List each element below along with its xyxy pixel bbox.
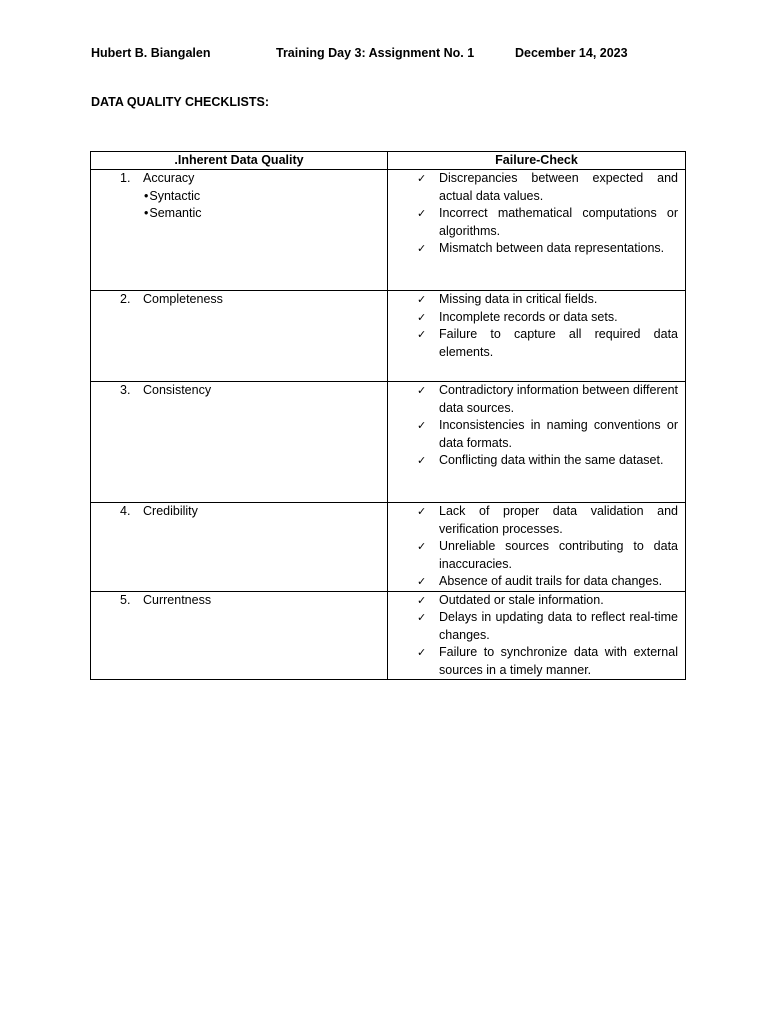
failure-check-cell (388, 291, 686, 382)
sub-item-label: Semantic (149, 206, 202, 220)
check-text: Outdated or stale information. (439, 592, 604, 607)
check-text: Incomplete records or data sets. (439, 309, 618, 324)
quality-cell (91, 503, 388, 592)
sub-item-label: Syntactic (149, 188, 201, 203)
quality-cell (91, 291, 388, 382)
check-list (388, 382, 685, 470)
check-text: Discrepancies between expected and actual data values. (439, 171, 678, 203)
failure-check-cell (388, 170, 686, 291)
list-item (417, 609, 678, 644)
checkmark-icon: ✓ (417, 419, 427, 432)
checkmark-icon: ✓ (417, 293, 427, 306)
table-row (91, 170, 686, 291)
bullet-icon: • (144, 188, 149, 203)
check-text: Failure to capture all required data elements. (439, 327, 678, 359)
list-item (417, 291, 678, 309)
bullet-icon: • (144, 206, 149, 220)
failure-check-cell (388, 382, 686, 503)
list-item (417, 503, 678, 538)
check-text: Contradictory information between different data sources. (439, 383, 678, 415)
check-text: Delays in updating data to reflect real-time changes. (439, 610, 678, 642)
list-item (417, 644, 678, 679)
list-item (417, 170, 678, 205)
quality-cell (91, 170, 388, 291)
checkmark-icon: ✓ (417, 611, 427, 624)
quality-name: Consistency (143, 383, 212, 397)
list-item (417, 240, 678, 258)
checkmark-icon: ✓ (417, 646, 427, 659)
list-item (417, 452, 678, 470)
list-item (417, 309, 678, 327)
checkmark-icon: ✓ (417, 172, 427, 185)
check-list (388, 170, 685, 258)
checkmark-icon: ✓ (417, 454, 427, 467)
checkmark-icon: ✓ (417, 540, 427, 553)
failure-check-cell (388, 591, 686, 680)
row-number: 3. (120, 383, 131, 397)
checkmark-icon: ✓ (417, 575, 427, 588)
checkmark-icon: ✓ (417, 328, 427, 341)
quality-name: Currentness (143, 592, 212, 607)
checkmark-icon: ✓ (417, 384, 427, 397)
quality-name: Completeness (143, 292, 223, 306)
list-item (417, 538, 678, 573)
document-header (91, 46, 691, 64)
list-item (417, 382, 678, 417)
table-row (91, 591, 686, 680)
check-text: Missing data in critical fields. (439, 292, 598, 306)
sub-item (144, 188, 200, 206)
table-row (91, 291, 686, 382)
list-item (417, 417, 678, 452)
check-text: Mismatch between data representations. (439, 241, 665, 255)
quality-cell (91, 382, 388, 503)
check-list (388, 291, 685, 361)
check-text: Failure to synchronize data with external sources in a timely manner. (439, 645, 678, 677)
check-list (388, 503, 685, 591)
page-title: DATA QUALITY CHECKLISTS: (91, 95, 270, 109)
quality-cell (91, 591, 388, 680)
sub-item (144, 205, 202, 223)
table-row (91, 382, 686, 503)
quality-name: Credibility (143, 504, 198, 518)
row-number: 5. (120, 592, 131, 607)
table-row (91, 503, 686, 592)
checkmark-icon: ✓ (417, 310, 427, 324)
check-text: Unreliable sources contributing to data inaccuracies. (439, 539, 678, 571)
document-date: December 14, 2023 (515, 46, 628, 60)
checkmark-icon: ✓ (417, 593, 427, 607)
check-text: Inconsistencies in naming conventions or data formats. (439, 418, 678, 450)
data-quality-table (90, 151, 686, 680)
list-item (417, 592, 678, 610)
quality-name: Accuracy (143, 171, 195, 185)
list-item (417, 573, 678, 591)
check-text: Conflicting data within the same dataset. (439, 453, 664, 467)
list-item (417, 326, 678, 361)
row-number: 1. (120, 171, 131, 185)
check-text: Incorrect mathematical computations or algorithms. (439, 206, 678, 238)
check-text: Absence of audit trails for data changes. (439, 574, 663, 588)
failure-check-cell (388, 503, 686, 592)
row-number: 4. (120, 504, 131, 518)
row-number: 2. (120, 292, 131, 306)
table-header-row (91, 152, 686, 170)
author-name: Hubert B. Biangalen (91, 46, 211, 60)
check-text: Lack of proper data validation and verification processes. (439, 504, 678, 536)
column-header-failure-check: Failure-Check (388, 152, 686, 170)
checkmark-icon: ✓ (417, 207, 427, 220)
list-item (417, 205, 678, 240)
checkmark-icon: ✓ (417, 505, 427, 518)
check-list (388, 592, 685, 680)
checkmark-icon: ✓ (417, 242, 427, 255)
assignment-title: Training Day 3: Assignment No. 1 (276, 46, 475, 60)
column-header-quality: .Inherent Data Quality (91, 152, 388, 170)
